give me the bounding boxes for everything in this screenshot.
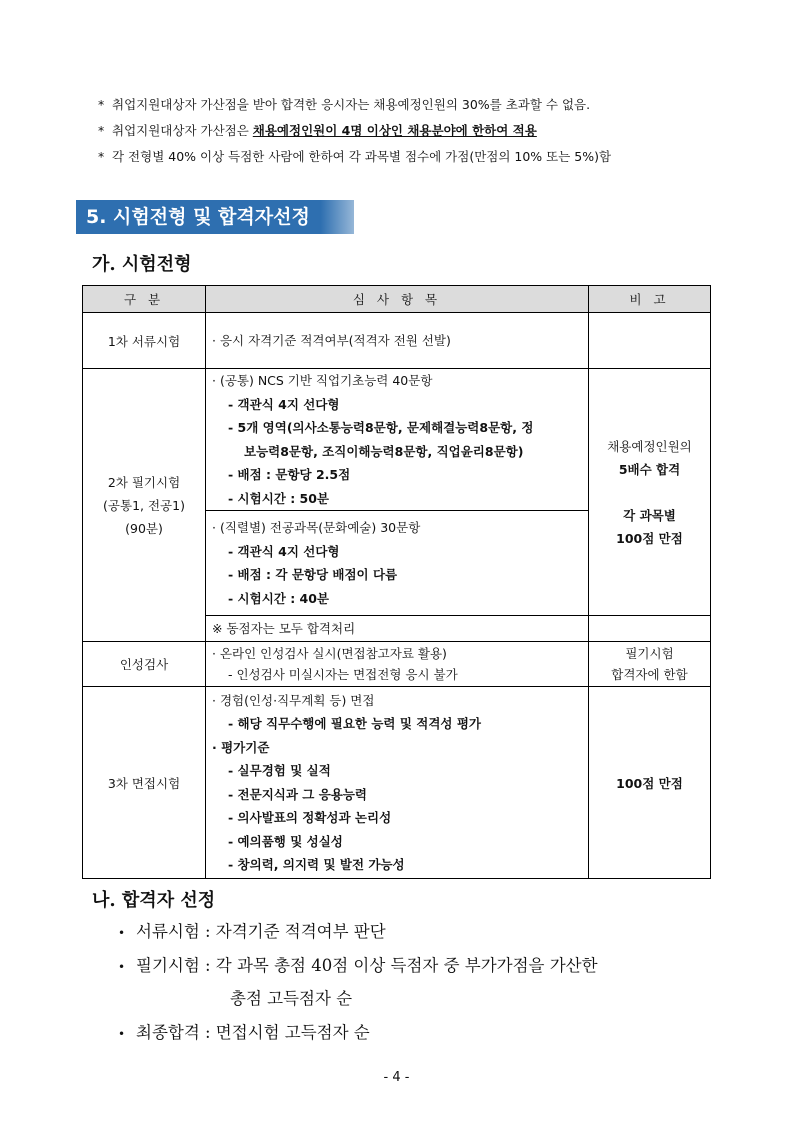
row-remark: 채용예정인원의 5배수 합격 각 과목별 100점 만점 [589, 369, 711, 616]
table-header-row [83, 286, 711, 313]
bullet-icon: • [118, 959, 126, 974]
emphasis-text: 채용예정인원이 4명 이상인 채용분야에 한하여 적용 [252, 123, 537, 138]
tie-note: ※ 동점자는 모두 합격처리 [206, 616, 589, 642]
note-line: * 각 전형별 40% 이상 득점한 사람에 한하여 각 과목별 점수에 가점(만점의 10% 또는 5%)함 [98, 149, 612, 164]
table-header: 비 고 [589, 286, 711, 313]
bullet-icon: • [118, 1026, 126, 1041]
page-number: - 4 - [383, 1070, 410, 1085]
row-item: · (공통) NCS 기반 직업기초능력 40문항 - 객관식 4지 선다형 - 5개 영역(의사소통능력8문항, 문제해결능력8문항, 정 보능력8문항, 조직이해능력8문항, 직업윤리8문항) - 배점 : 문항당 2.5점 - 시험시간 : 50분 [206, 369, 589, 511]
subsection-title-a: 가. 시험전형 [92, 254, 192, 275]
result-item: • 서류시험 : 자격기준 적격여부 판단 [118, 922, 386, 941]
note-line: * 취업지원대상자 가산점을 받아 합격한 응시자는 채용예정인원의 30%를 초과할 수 없음. [98, 97, 591, 112]
row-category: 인성검사 [83, 642, 206, 687]
row-item: · 경험(인성·직무계획 등) 면접 - 해당 직무수행에 필요한 능력 및 적격성 평가 · 평가기준 - 실무경험 및 실적 - 전문지식과 그 응용능력 - 의사발표의 정확성과 논리성 - 예의품행 및 성실성 - 창의력, 의지력 및 발전 가능성 [206, 687, 589, 879]
result-item: • 필기시험 : 각 과목 총점 40점 이상 득점자 중 부가가점을 가산한 [118, 956, 598, 975]
row-item: · 온라인 인성검사 실시(면접참고자료 활용) - 인성검사 미실시자는 면접전형 응시 불가 [206, 642, 589, 687]
table-header: 구 분 [83, 286, 206, 313]
table-row [83, 369, 711, 511]
exam-table [82, 285, 711, 879]
notes-block [98, 92, 738, 170]
row-category: 1차 서류시험 [83, 313, 206, 369]
table-row [83, 687, 711, 879]
row-category: 2차 필기시험 (공통1, 전공1) (90분) [83, 369, 206, 642]
row-category: 3차 면접시험 [83, 687, 206, 879]
note-line: * 취업지원대상자 가산점은 채용예정인원이 4명 이상인 채용분야에 한하여 적용 [98, 123, 537, 138]
row-item: · 응시 자격기준 적격여부(적격자 전원 선발) [206, 313, 589, 369]
table-row [83, 313, 711, 369]
table-row [83, 642, 711, 687]
row-remark: 필기시험 합격자에 한함 [589, 642, 711, 687]
table-header: 심 사 항 목 [206, 286, 589, 313]
section-title: 5. 시험전형 및 합격자선정 [76, 200, 354, 234]
subsection-title-b: 나. 합격자 선정 [92, 890, 216, 911]
result-item: • 최종합격 : 면접시험 고득점자 순 [118, 1023, 370, 1042]
row-item: · (직렬별) 전공과목(문화예술) 30문항 - 객관식 4지 선다형 - 배점 : 각 문항당 배점이 다름 - 시험시간 : 40분 [206, 511, 589, 616]
bullet-icon: • [118, 925, 126, 940]
result-item-continued: 총점 고득점자 순 [230, 989, 353, 1008]
row-remark: 100점 만점 [589, 687, 711, 879]
